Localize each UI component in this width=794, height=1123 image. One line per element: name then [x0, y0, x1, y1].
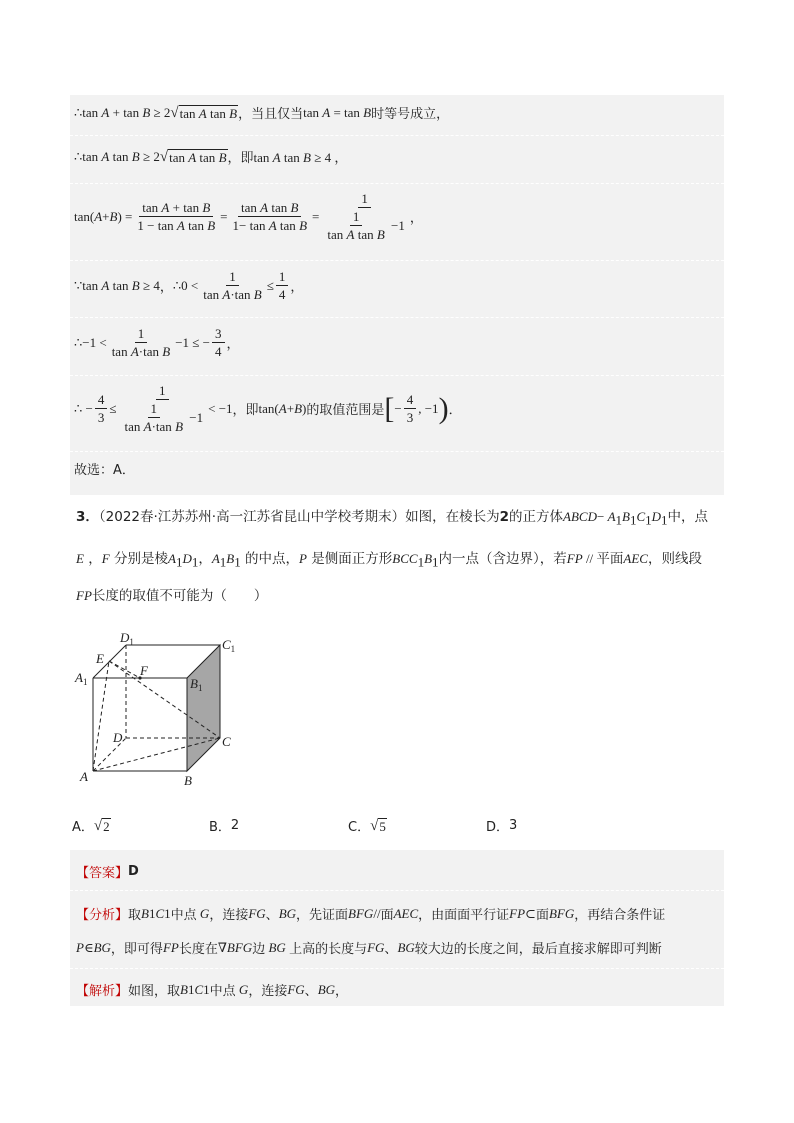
solution-box	[70, 95, 724, 495]
label-a1: $A_1$	[75, 670, 88, 687]
label-c: C	[222, 734, 231, 749]
choice-d[interactable]: D． 3	[486, 818, 518, 835]
label-a: A	[80, 769, 88, 784]
cube-figure	[70, 625, 250, 795]
label-d: D	[113, 730, 123, 745]
analysis-line-1: 【分析】 取 B 1 C 1 中点 G ，连接 FG 、 BG ，先证面 BFG // 面 AEC ，由面面平行证 FP ⊂ 面 BFG ，再结合条件证	[76, 905, 666, 923]
solution-line-4: ∵tan A tan B ≥ 4 ， ∴0 < $\frac{1}{\text{tan A·tan B}}$ ≤ $\frac{1}{4}$ ，	[74, 269, 304, 302]
choice-b[interactable]: B． 2	[209, 818, 240, 835]
label-c1: $C_1$	[222, 637, 236, 654]
l4-text1: ，	[159, 280, 173, 295]
l1-text2: 时等号成立，	[371, 107, 450, 122]
solution-line-5: ∴−1 < $\frac{1}{\text{tan A·tan B}}$ −1 ≤ − $\frac{3}{4}$ ，	[74, 326, 240, 359]
l2-text1: ，即	[227, 151, 254, 166]
question-line-3: FP长度的取值不可能为（ ）	[76, 588, 268, 604]
solution-start-line: 【解析】 如图，取 B 1 C 1 中点 G ，连接 FG 、 BG ，	[76, 981, 349, 999]
question-line-2: E ，F 分别是棱$A_1D_1$，$A_1B_1$ 的中点，P 是侧面正方形$BCC_1B_1$内一点（含边界），若FP // 平面AEC，则线段	[76, 551, 702, 570]
label-f: F	[140, 663, 148, 678]
analysis-line-2: P ∈ BG ，即可得 FP 长度在 ∇ BFG 边 BG 上高的长度与 FG 、 BG 较大边的长度之间，最后直接求解即可判断	[76, 939, 662, 957]
answer-label: 【答案】	[76, 866, 129, 881]
solution-answer: 故选：A．	[74, 463, 135, 478]
label-d1: $D_1$	[120, 630, 134, 647]
question-source: （2022春·江苏苏州·高一江苏省昆山中学校考期末）	[98, 509, 406, 525]
answer-value: D	[128, 864, 139, 879]
choice-c[interactable]: C． √ 5	[348, 817, 386, 835]
answer-box	[70, 850, 724, 1006]
label-e: E	[96, 651, 104, 666]
line-ef	[109, 661, 140, 678]
face-bcc1b1	[187, 645, 220, 771]
conclusion-text1: ，即	[232, 403, 259, 418]
solution-line-2: ∴tan A tan B ≥ 2 √ tan A tan B ，即 tan A tan B ≥ 4 ，	[74, 148, 348, 166]
choice-a[interactable]: A． √ 2	[72, 817, 110, 835]
answer-line	[76, 862, 139, 881]
solution-line-1: ∴tan A + tan B ≥ 2 √ tan A tan B ，当且仅当 tan A = tan B 时等号成立，	[74, 104, 450, 122]
question-line-1: 3．（2022春·江苏苏州·高一江苏省昆山中学校考期末）如图，在棱长为2的正方体ABCD− $A_1B_1C_1D_1$中，点	[76, 509, 709, 528]
label-b1: $B_1$	[190, 676, 203, 693]
question-number: 3．	[76, 509, 99, 525]
label-b: B	[184, 773, 192, 788]
solution-line-6: ∴ − $\frac{4}{3}$ ≤ 1 $\frac{1}{\text{tan A·tan B}}$ −1 < −1 ，即 tan(A+B) 的取值范围是 [ − $\frac{4}{3}$ , −1 ) ．	[74, 383, 462, 434]
solution-line-3: tan(A+B) = $\frac{\text{tan A + tan B}}{\text{1 − tan A tan B}}$ = $\frac{\text{tan A tan B}}{\text{1− tan A tan B}}$ = 1 $\frac{1}{\text{tan A tan B}}$ −1 ，	[74, 191, 423, 242]
l1-text1: ，当且仅当	[238, 107, 304, 122]
conclusion-text2: 的取值范围是	[306, 403, 385, 418]
